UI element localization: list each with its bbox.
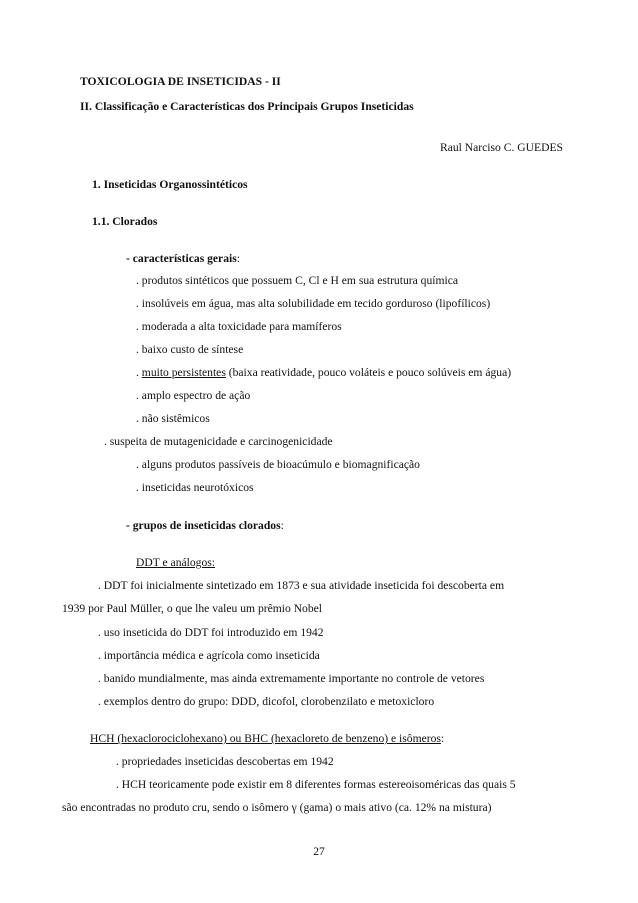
list-item: . moderada a alta toxicidade para mamíferos xyxy=(136,320,342,333)
list-item: . alguns produtos passíveis de bioacúmulo e biomagnificação xyxy=(136,458,420,471)
list-item-persistentes: . muito persistentes (baixa reatividade, pouco voláteis e pouco solúveis em água) xyxy=(136,366,512,379)
hch-paragraph-line-2: são encontradas no produto cru, sendo o isômero γ (gama) o mais ativo (ca. 12% na mistura) xyxy=(62,801,492,814)
author-name: Raul Narciso C. GUEDES xyxy=(439,141,563,154)
ddt-paragraph-line-1: . DDT foi inicialmente sintetizado em 1873 e sua atividade inseticida foi descoberta em xyxy=(98,579,505,592)
hch-heading: HCH (hexaclorociclohexano) ou BHC (hexacloreto de benzeno) e isômeros: xyxy=(90,732,445,745)
list-item: . não sistêmicos xyxy=(136,412,210,425)
ddt-heading: DDT e análogos: xyxy=(136,556,215,569)
page-number: 27 xyxy=(313,845,325,858)
section-heading-1: 1. Inseticidas Organossintéticos xyxy=(92,178,248,191)
list-item-suspeita: . suspeita de mutagenicidade e carcinogenicidade xyxy=(104,435,333,448)
hch-paragraph-line-1: . HCH teoricamente pode existir em 8 diferentes formas estereoisoméricas das quais 5 xyxy=(116,778,516,791)
list-item: . uso inseticida do DDT foi introduzido em 1942 xyxy=(98,626,324,639)
list-item: . banido mundialmente, mas ainda extremamente importante no controle de vetores xyxy=(98,672,485,685)
list-item: . exemplos dentro do grupo: DDD, dicofol, clorobenzilato e metoxicloro xyxy=(98,695,435,708)
section-heading-1-1: 1.1. Clorados xyxy=(92,215,158,228)
document-subtitle: II. Classificação e Características dos Principais Grupos Inseticidas xyxy=(80,100,414,113)
list-item: . importância médica e agrícola como inseticida xyxy=(98,649,320,662)
list-item: . insolúveis em água, mas alta solubilidade em tecido gorduroso (lipofílicos) xyxy=(136,297,491,310)
list-item: . produtos sintéticos que possuem C, Cl e H em sua estrutura química xyxy=(136,274,458,287)
list-item: . inseticidas neurotóxicos xyxy=(136,481,254,494)
list-item: . amplo espectro de ação xyxy=(136,389,251,402)
list-item: . baixo custo de síntese xyxy=(136,343,244,356)
caracteristicas-heading: - características gerais: xyxy=(126,252,240,265)
grupos-heading: - grupos de inseticidas clorados: xyxy=(126,519,284,532)
list-item: . propriedades inseticidas descobertas em 1942 xyxy=(116,755,334,768)
document-title: TOXICOLOGIA DE INSETICIDAS - II xyxy=(80,75,281,88)
ddt-paragraph-line-2: 1939 por Paul Müller, o que lhe valeu um prêmio Nobel xyxy=(62,602,323,615)
